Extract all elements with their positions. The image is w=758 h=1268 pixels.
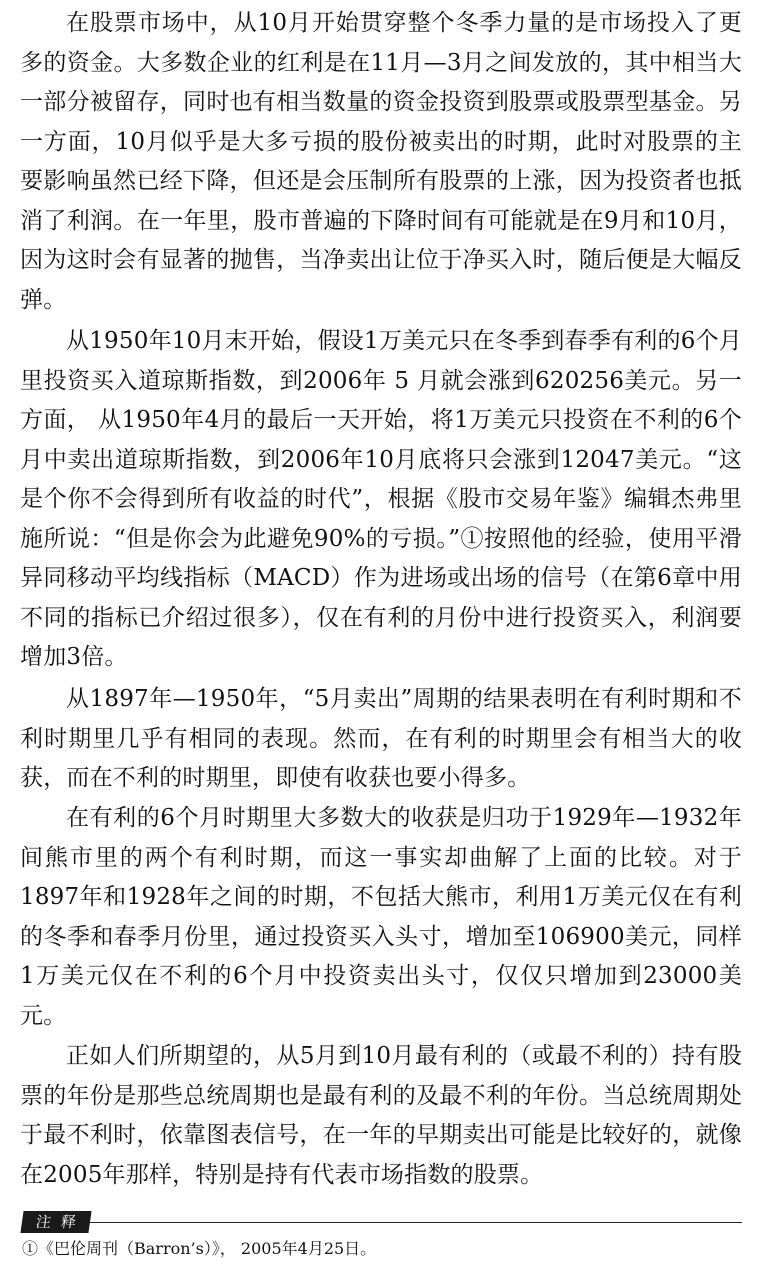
footnote-label: 注释 bbox=[20, 1211, 91, 1233]
paragraph-2: 从1950年10月末开始，假设1万美元只在冬季到春季有利的6个月里投资买入道琼斯指数，到2006年 5 月就会涨到620256美元。另一方面， 从1950年4月的最后一天开始，将1万美元只投资在不利的6个月中卖出道琼斯指数，到2006年10月底将只会涨到12047美元。“这是个你不会得到所有收益的时代”，根据《股市交易年鉴》编辑杰弗里施所说：“但是你会为此避免90%的亏损。”①按照他的经验，使用平滑异同移动平均线指标（MACD）作为进场或出场的信号（在第6章中用不同的指标已介绍过很多），仅在有利的月份中进行投资买入，利润要增加3倍。 bbox=[20, 328, 742, 670]
footnote-text: ①《巴伦周刊（Barron’s）》， 2005年4月25日。 bbox=[22, 1239, 377, 1258]
footnote-divider bbox=[90, 1222, 742, 1223]
paragraph-3: 从1897年—1950年，“5月卖出”周期的结果表明在有利时期和不利时期里几乎有相同的表现。然而，在有利的时期里会有相当大的收获，而在不利的时期里，即使有收获也要小得多。 bbox=[20, 686, 742, 791]
paragraph-5: 正如人们所期望的，从5月到10月最有利的（或最不利的）持有股票的年份是那些总统周期也是最有利的及最不利的年份。当总统周期处于最不利时，依靠图表信号，在一年的早期卖出可能是比较好的，就像在2005年那样，特别是持有代表市场指数的股票。 bbox=[20, 1043, 742, 1188]
paragraph-1: 在股票市场中，从10月开始贯穿整个冬季力量的是市场投入了更多的资金。大多数企业的红利是在11月—3月之间发放的，其中相当大一部分被留存，同时也有相当数量的资金投资到股票或股票型基金。另一方面，10月似乎是大多亏损的股份被卖出的时期，此时对股票的主要影响虽然已经下降，但还是会压制所有股票的上涨，因为投资者也抵消了利润。在一年里，股市普遍的下降时间有可能就是在9月和10月，因为这时会有显著的抛售，当净卖出让位于净买入时，随后便是大幅反弹。 bbox=[20, 10, 742, 313]
paragraph-4: 在有利的6个月时期里大多数大的收获是归功于1929年—1932年间熊市里的两个有利时期，而这一事实却曲解了上面的比较。对于1897年和1928年之间的时期，不包括大熊市，利用1万美元仅在有利的冬季和春季月份里，通过投资买入头寸，增加至106900美元，同样1万美元仅在不利的6个月中投资卖出头寸，仅仅只增加到23000美元。 bbox=[20, 805, 742, 1029]
